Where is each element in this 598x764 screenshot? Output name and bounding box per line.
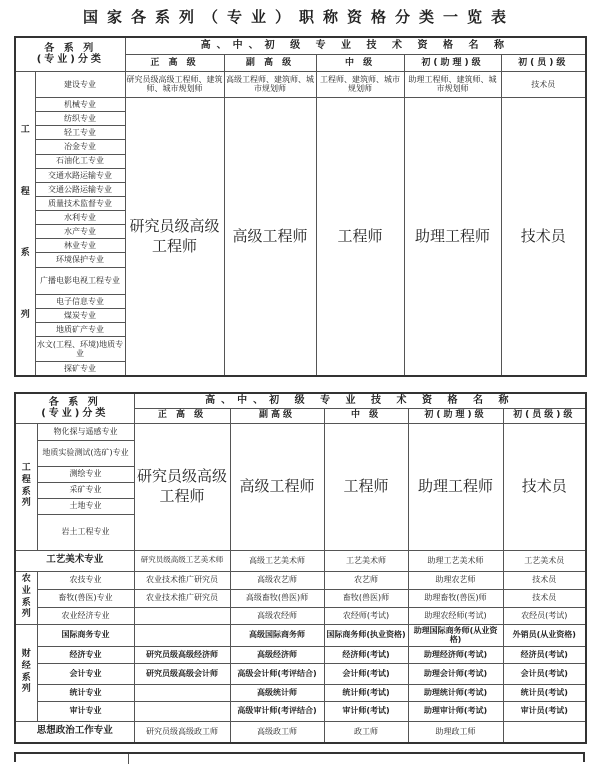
group-label-finance	[15, 624, 37, 721]
merged-title-senior: 研究员级高级工程师	[134, 423, 230, 550]
level-header-intermediate: 中 级	[324, 408, 408, 423]
title-cell: 审计师(考试)	[324, 701, 408, 721]
specialty-cell: 审计专业	[37, 701, 134, 721]
title-cell: 会计师(考试)	[324, 663, 408, 684]
specialty-cell: 工艺美术专业	[15, 550, 134, 571]
title-cell: 技术员	[503, 589, 586, 607]
specialty-cell: 煤炭专业	[35, 308, 125, 322]
title-cell: 会计员(考试)	[503, 663, 586, 684]
title-cell: 高级审计师(考评结合)	[230, 701, 324, 721]
title-cell: 高级经济师	[230, 646, 324, 663]
title-cell: 研究员级高级工程师、建筑师、城市规划师	[125, 71, 224, 97]
qualification-header: 高、中、初 级 专 业 技 术 资 格 名 称	[134, 393, 586, 408]
specialty-cell: 水利专业	[35, 211, 125, 225]
specialty-cell: 机械专业	[35, 98, 125, 112]
specialty-cell: 纺织专业	[35, 112, 125, 126]
specialty-cell: 冶金专业	[35, 140, 125, 154]
merged-title-senior: 研究员级高级工程师	[125, 98, 224, 377]
title-cell: 助理畜牧(兽医)师	[408, 589, 503, 607]
title-cell: 助理审计师(考试)	[408, 701, 503, 721]
title-cell	[134, 607, 230, 624]
title-cell: 研究员级高级会计师	[134, 663, 230, 684]
title-cell: 助理工程师、建筑师、城市规划师	[404, 71, 501, 97]
title-cell: 助理农艺师	[408, 571, 503, 589]
group-label-agriculture	[15, 571, 37, 624]
page-title: 国家各系列（专业）职称资格分类一览表	[82, 8, 515, 26]
specialty-cell: 地质实验测试(选矿)专业	[37, 440, 134, 466]
merged-title-junior: 技术员	[501, 98, 586, 377]
title-cell: 统计师(考试)	[324, 684, 408, 701]
title-cell: 农经师(考试)	[324, 607, 408, 624]
title-cell: 高级政工师	[230, 721, 324, 743]
title-cell: 研究员级高级经济师	[134, 646, 230, 663]
group-char: 列	[21, 498, 31, 509]
group-char: 程	[21, 474, 31, 485]
level-header-intermediate: 中 级	[316, 54, 404, 71]
specialty-cell: 畜牧(兽医)专业	[37, 589, 134, 607]
specialty-cell: 岩土工程专业	[37, 514, 134, 550]
level-header-junior: 初(员级)级	[503, 408, 586, 423]
group-char: 列	[21, 609, 31, 620]
title-cell: 审计员(考试)	[503, 701, 586, 721]
title-cell: 工艺美术员	[503, 550, 586, 571]
specialty-cell: 统计专业	[37, 684, 134, 701]
title-cell: 助理经济师(考试)	[408, 646, 503, 663]
title-cell: 农艺师	[324, 571, 408, 589]
title-cell	[134, 684, 230, 701]
merged-title-junior: 技术员	[503, 423, 586, 550]
specialty-cell: 电子信息专业	[35, 294, 125, 308]
title-cell: 经济员(考试)	[503, 646, 586, 663]
merged-title-deputy-senior: 高级工程师	[230, 423, 324, 550]
title-cell: 助理统计师(考试)	[408, 684, 503, 701]
level-header-senior: 正 高 级	[125, 54, 224, 71]
group-char: 工	[20, 125, 30, 136]
specialty-cell: 交通公路运输专业	[35, 182, 125, 196]
title-cell: 工艺美术师	[324, 550, 408, 571]
series-header-line1: 各 系 列	[44, 42, 97, 54]
series-header	[15, 37, 125, 71]
title-cell: 技术员	[501, 71, 586, 97]
specialty-cell: 水文(工程、环境)地质专业	[35, 337, 125, 362]
merged-title-deputy-senior: 高级工程师	[224, 98, 316, 377]
specialty-cell: 广播电影电视工程专业	[35, 267, 125, 294]
specialty-cell: 质量技术监督专业	[35, 196, 125, 210]
merged-title-assistant: 助理工程师	[404, 98, 501, 377]
specialty-cell: 测绘专业	[37, 466, 134, 482]
title-cell: 高级畜牧(兽医)师	[230, 589, 324, 607]
merged-title-intermediate: 工程师	[324, 423, 408, 550]
specialty-cell: 建设专业	[35, 71, 125, 97]
specialty-cell: 轻工专业	[35, 126, 125, 140]
specialty-cell: 探矿专业	[35, 362, 125, 376]
group-char: 列	[20, 310, 30, 321]
group-char: 农	[21, 574, 31, 585]
specialty-cell: 采矿专业	[37, 482, 134, 498]
title-cell: 高级统计师	[230, 684, 324, 701]
level-header-assistant: 初(助理)级	[408, 408, 503, 423]
group-char: 财	[21, 649, 31, 660]
title-cell: 高级工程师、建筑师、城市规划师	[224, 71, 316, 97]
title-cell	[134, 624, 230, 646]
specialty-cell: 思想政治工作专业	[15, 721, 134, 743]
title-cell: 高级会计师(考评结合)	[230, 663, 324, 684]
specialty-cell: 国际商务专业	[37, 624, 134, 646]
specialty-cell: 石油化工专业	[35, 154, 125, 168]
group-label-engineering	[15, 423, 37, 550]
level-header-junior: 初(员)级	[501, 54, 586, 71]
specialty-cell: 物化探与遥感专业	[37, 423, 134, 440]
title-cell: 研究员级高级政工师	[134, 721, 230, 743]
specialty-cell: 交通水路运输专业	[35, 168, 125, 182]
specialty-cell: 农技专业	[37, 571, 134, 589]
group-char: 程	[20, 186, 30, 197]
multi-series-title-table	[14, 392, 587, 744]
title-cell: 畜牧(兽医)师	[324, 589, 408, 607]
title-cell: 高级农经师	[230, 607, 324, 624]
title-cell: 助理政工师	[408, 721, 503, 743]
specialty-cell: 会计专业	[37, 663, 134, 684]
group-char: 工	[21, 463, 31, 474]
level-header-deputy-senior: 副 高 级	[224, 54, 316, 71]
group-char: 业	[21, 585, 31, 596]
title-cell: 农经员(考试)	[503, 607, 586, 624]
title-cell: 农业技术推广研究员	[134, 571, 230, 589]
qualification-header: 高、中、初 级 专 业 技 术 资 格 名 称	[125, 37, 586, 54]
title-cell: 高级农艺师	[230, 571, 324, 589]
series-header-line2: (专业)分类	[36, 54, 104, 66]
group-char: 系	[20, 248, 30, 259]
merged-title-assistant: 助理工程师	[408, 423, 503, 550]
group-char: 经	[21, 660, 31, 671]
title-cell: 统计员(考试)	[503, 684, 586, 701]
merged-title-intermediate: 工程师	[316, 98, 404, 377]
title-cell: 技术员	[503, 571, 586, 589]
title-cell: 助理会计师(考试)	[408, 663, 503, 684]
title-cell: 经济师(考试)	[324, 646, 408, 663]
level-header-deputy-senior: 副高级	[230, 408, 324, 423]
specialty-cell: 林业专业	[35, 239, 125, 253]
title-cell: 助理国际商务师(从业资格)	[408, 624, 503, 646]
next-table-edge	[14, 752, 585, 762]
specialty-cell: 经济专业	[37, 646, 134, 663]
specialty-cell: 环境保护专业	[35, 253, 125, 267]
title-cell	[503, 721, 586, 743]
title-cell: 助理农经师(考试)	[408, 607, 503, 624]
title-cell: 高级工艺美术师	[230, 550, 324, 571]
group-char: 系	[21, 672, 31, 683]
title-cell: 外销员(从业资格)	[503, 624, 586, 646]
specialty-cell: 地质矿产专业	[35, 322, 125, 336]
title-cell: 研究员级高级工艺美术师	[134, 550, 230, 571]
title-cell	[134, 701, 230, 721]
specialty-cell: 土地专业	[37, 498, 134, 514]
group-label-engineering	[15, 71, 35, 376]
specialty-cell: 农业经济专业	[37, 607, 134, 624]
title-cell: 高级国际商务师	[230, 624, 324, 646]
level-header-senior: 正 高 级	[134, 408, 230, 423]
title-cell: 农业技术推广研究员	[134, 589, 230, 607]
group-char: 系	[21, 597, 31, 608]
engineering-title-table	[14, 36, 587, 377]
title-cell: 助理工艺美术师	[408, 550, 503, 571]
series-header-line1: 各 系 列	[48, 396, 101, 408]
specialty-cell: 水产专业	[35, 225, 125, 239]
group-char: 系	[21, 486, 31, 497]
title-cell: 政工师	[324, 721, 408, 743]
series-header-line2: (专业)分类	[41, 408, 109, 420]
title-cell: 工程师、建筑师、城市规划师	[316, 71, 404, 97]
title-cell: 国际商务师(执业资格)	[324, 624, 408, 646]
series-header	[15, 393, 134, 423]
level-header-assistant: 初(助理)级	[404, 54, 501, 71]
group-char: 列	[21, 684, 31, 695]
